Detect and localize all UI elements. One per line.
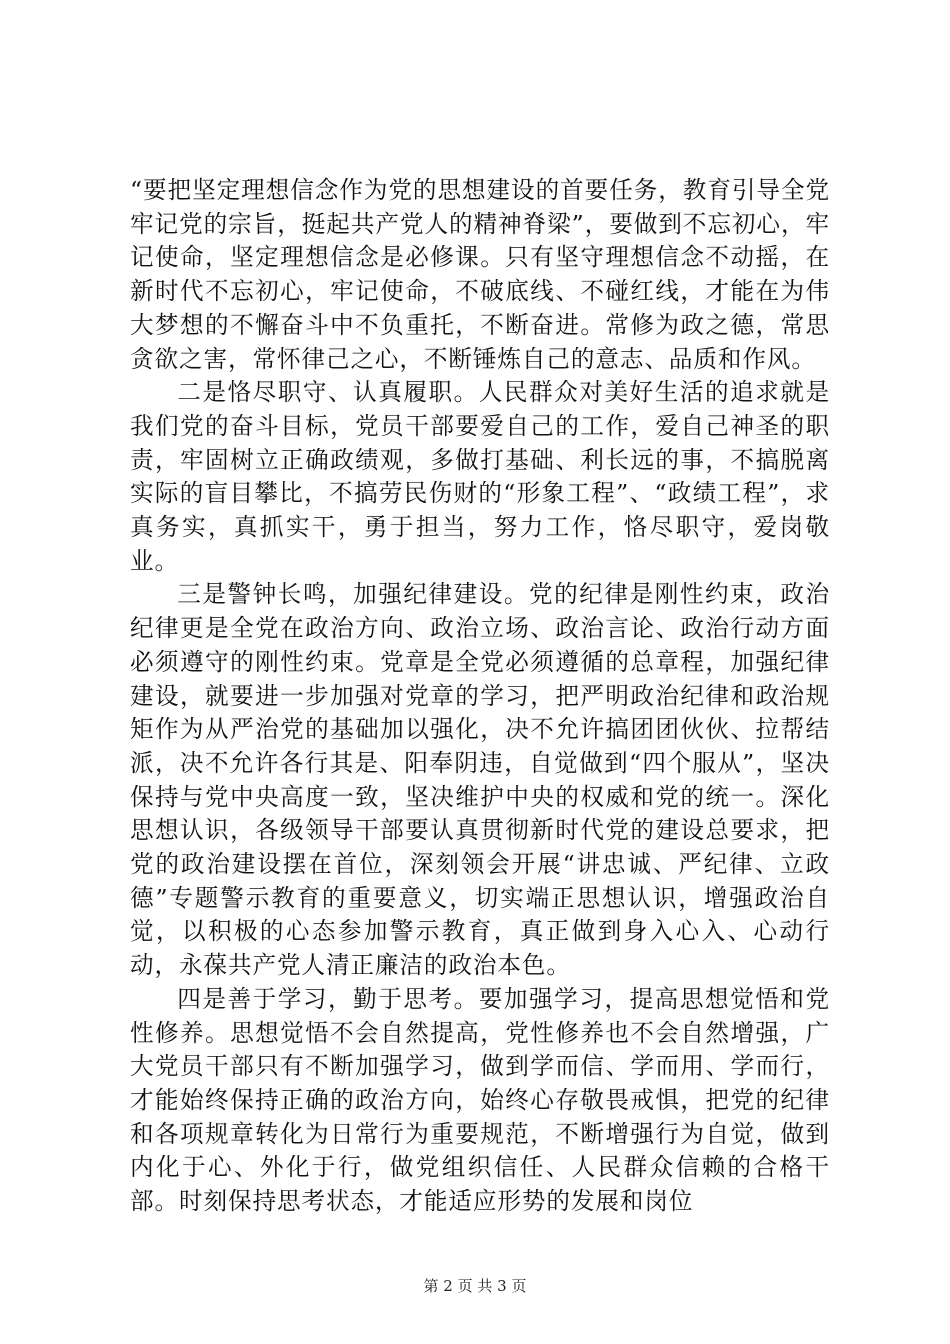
- document-body: [130, 174, 830, 1219]
- paragraph-three: 三是警钟长鸣，加强纪律建设。党的纪律是刚性约束，政治纪律更是全党在政治方向、政治立场、政治言论、政治行动方面必须遵守的刚性约束。党章是全党必须遵循的总章程，加强纪律建设，就要进一步加强对党章的学习，把严明政治纪律和政治规矩作为从严治党的基础加以强化，决不允许搞团团伙伙、拉帮结派，决不允许各行其是、阳奉阴违，自觉做到“四个服从”，坚决保持与党中央高度一致，坚决维护中央的权威和党的统一。深化思想认识，各级领导干部要认真贯彻新时代党的建设总要求，把党的政治建设摆在首位，深刻领会开展“讲忠诚、严纪律、立政德”专题警示教育的重要意义，切实端正思想认识，增强政治自觉，以积极的心态参加警示教育，真正做到身入心入、心动行动，永葆共产党人清正廉洁的政治本色。: [130, 580, 830, 980]
- paragraph-continuation: “要把坚定理想信念作为党的思想建设的首要任务，教育引导全党牢记党的宗旨，挺起共产党人的精神脊梁”，要做到不忘初心，牢记使命，坚定理想信念是必修课。只有坚守理想信念不动摇，在新时代不忘初心，牢记使命，不破底线、不碰红线，才能在为伟大梦想的不懈奋斗中不负重托，不断奋进。常修为政之德，常思贪欲之害，常怀律己之心，不断锤炼自己的意志、品质和作风。: [130, 176, 830, 373]
- page-footer: 第 2 页 共 3 页: [423, 1277, 527, 1295]
- paragraph-four: 四是善于学习，勤于思考。要加强学习，提高思想觉悟和党性修养。思想觉悟不会自然提高，党性修养也不会自然增强，广大党员干部只有不断加强学习，做到学而信、学而用、学而行，才能始终保持正确的政治方向，始终心存敬畏戒惧，把党的纪律和各项规章转化为日常行为重要规范，不断增强行为自觉，做到内化于心、外化于行，做党组织信任、人民群众信赖的合格干部。时刻保持思考状态，才能适应形势的发展和岗位: [130, 984, 830, 1216]
- paragraph-two: 二是恪尽职守、认真履职。人民群众对美好生活的追求就是我们党的奋斗目标，党员干部要爱自己的工作，爱自己神圣的职责，牢固树立正确政绩观，多做打基础、利长远的事，不搞脱离实际的盲目攀比，不搞劳民伤财的“形象工程”、“政绩工程”，求真务实，真抓实干，勇于担当，努力工作，恪尽职守，爱岗敬业。: [130, 378, 830, 575]
